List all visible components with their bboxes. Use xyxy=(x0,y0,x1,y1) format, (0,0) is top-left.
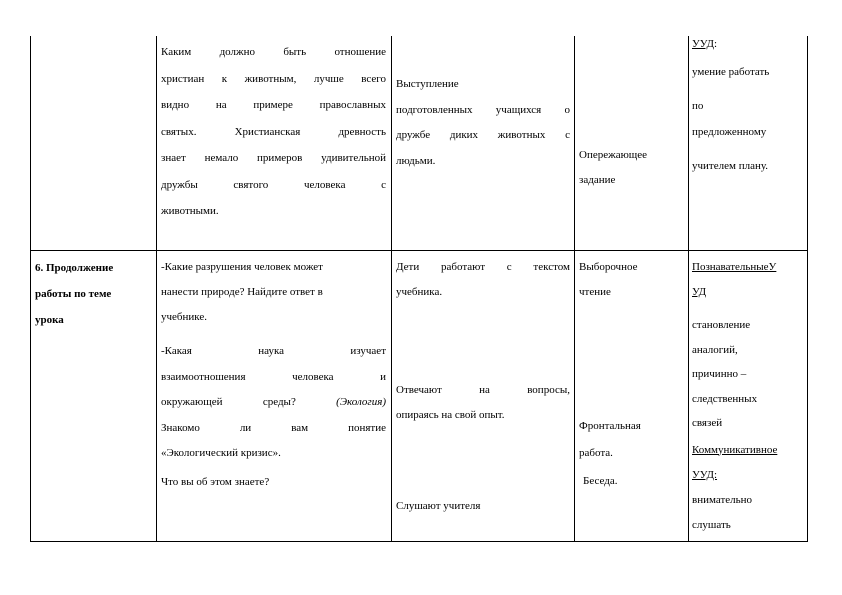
uud-line: по xyxy=(692,100,704,112)
question-env: окружающей среды? xyxy=(161,396,296,408)
uud-line: учителем плану. xyxy=(692,160,768,172)
content-line: Каким должно быть отношение xyxy=(161,46,386,58)
row1-uud-cell xyxy=(692,38,804,173)
table-border-right xyxy=(807,36,808,542)
uud-line: связей xyxy=(692,417,723,429)
form-line: работа. xyxy=(579,447,613,459)
row1-stage-cell xyxy=(30,36,156,250)
content-line: христиан к животным, лучше всего xyxy=(161,72,386,85)
uud-line: умение работать xyxy=(692,66,770,78)
question-term: «Экологический кризис». xyxy=(161,447,281,459)
stage-line: работы по теме xyxy=(35,288,112,300)
student-line: Отвечают на вопросы, xyxy=(396,384,570,396)
row-divider xyxy=(30,250,808,251)
lesson-plan-table xyxy=(30,36,808,542)
uud-line: следственных xyxy=(692,392,758,405)
stage-line: урока xyxy=(35,314,64,326)
question-line: взаимоотношения человека и xyxy=(161,370,386,383)
row2-student-cell xyxy=(396,255,570,513)
question-line: Что вы об этом знаете? xyxy=(161,475,270,488)
row2-stage-cell xyxy=(35,255,153,333)
uud-line: предложенному xyxy=(692,126,767,138)
form-line: Беседа. xyxy=(583,475,618,487)
student-line: людьми. xyxy=(396,154,436,167)
student-line: Слушают учителя xyxy=(396,500,481,512)
question-line: учебнике. xyxy=(161,311,207,323)
student-line: учебника. xyxy=(396,286,443,298)
uud-com-title: УУД: xyxy=(692,468,718,481)
row1-student-cell xyxy=(396,72,570,174)
uud-line: слушать xyxy=(692,518,731,531)
content-line: дружбы святого человека с xyxy=(161,178,386,191)
column-divider-1 xyxy=(156,36,157,542)
uud-title-suffix: : xyxy=(713,38,718,50)
column-divider-3 xyxy=(574,36,575,542)
student-line: дружбе диких животных с xyxy=(396,129,570,141)
uud-cog-title: УД xyxy=(692,286,707,298)
content-line: видно на примере православных xyxy=(161,99,386,111)
uud-title: УУД xyxy=(692,38,714,50)
column-divider-2 xyxy=(391,36,392,542)
table-border-bottom xyxy=(30,541,808,542)
uud-com-title: Коммуникативное xyxy=(692,443,778,456)
row2-uud-cell xyxy=(692,255,804,538)
student-line: опираясь на свой опыт. xyxy=(396,409,505,421)
student-line: Выступление xyxy=(396,78,459,90)
form-line: чтение xyxy=(579,286,611,298)
question-line: Знакомо ли вам понятие xyxy=(161,421,386,434)
uud-line: аналогий, xyxy=(692,343,738,356)
content-line: святых. Христианская древность xyxy=(161,125,386,138)
row2-form-cell xyxy=(579,255,684,488)
uud-line: внимательно xyxy=(692,493,753,506)
row1-form-cell xyxy=(579,143,684,193)
row2-content-cell xyxy=(161,255,386,489)
student-line: Дети работают с текстом xyxy=(396,261,570,273)
stage-line: 6. Продолжение xyxy=(35,262,114,274)
form-line: Выборочное xyxy=(579,261,638,273)
row1-content-cell xyxy=(161,39,386,225)
column-divider-4 xyxy=(688,36,689,542)
uud-cog-title: ПознавательныеУ xyxy=(692,261,777,273)
uud-line: становление xyxy=(692,319,751,331)
form-line: Фронтальная xyxy=(579,420,641,432)
form-line: задание xyxy=(579,174,616,186)
content-line: животными. xyxy=(161,205,219,217)
question-line: -Какие разрушения человек может xyxy=(161,261,323,273)
student-line: подготовленных учащихся о xyxy=(396,103,570,116)
question-line: нанести природе? Найдите ответ в xyxy=(161,286,323,298)
question-answer: (Экология) xyxy=(336,396,386,408)
content-line: знает немало примеров удивительной xyxy=(161,152,386,164)
question-line: -Какая наука изучает xyxy=(161,345,386,357)
uud-line: причинно – xyxy=(692,368,747,380)
form-line: Опережающее xyxy=(579,149,648,161)
